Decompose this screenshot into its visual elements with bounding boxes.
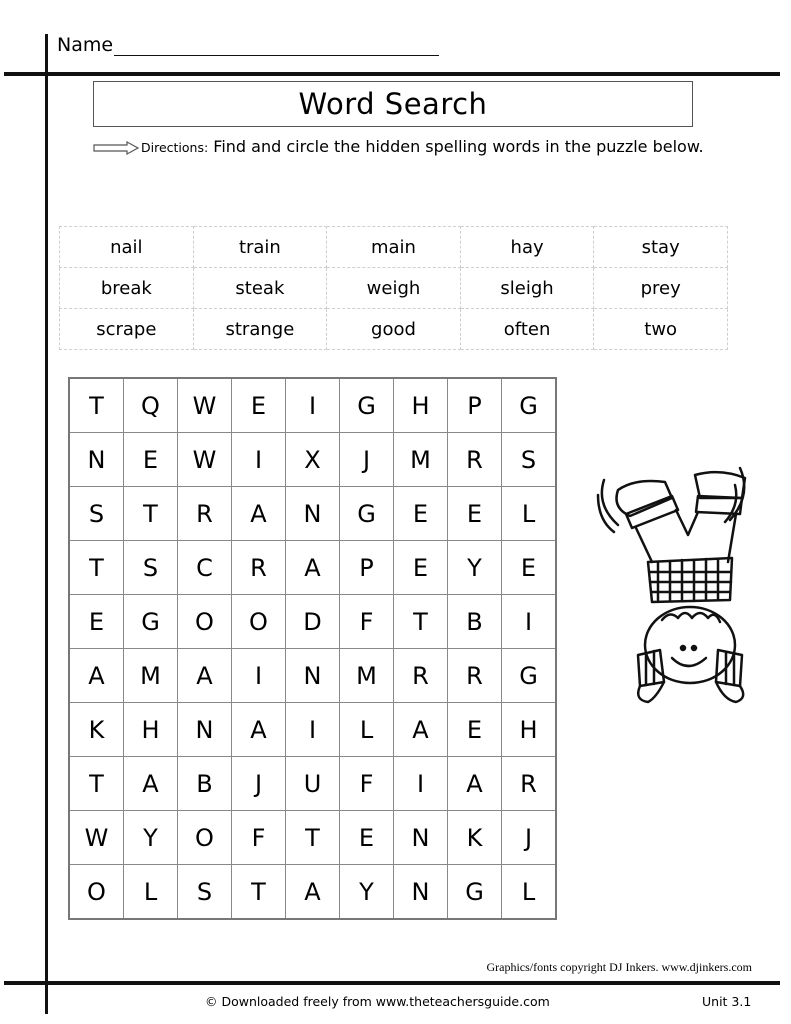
grid-row — [69, 757, 556, 811]
grid-cell[interactable]: A — [178, 649, 232, 703]
graphics-credit: Graphics/fonts copyright DJ Inkers. www.djinkers.com — [486, 960, 752, 974]
grid-cell[interactable]: O — [178, 595, 232, 649]
grid-cell[interactable]: W — [178, 378, 232, 433]
grid-cell[interactable]: E — [448, 703, 502, 757]
grid-row — [69, 865, 556, 920]
grid-cell[interactable]: Y — [340, 865, 394, 920]
name-field — [57, 34, 439, 56]
title-box — [93, 81, 693, 127]
grid-cell[interactable]: J — [232, 757, 286, 811]
grid-cell[interactable]: F — [340, 757, 394, 811]
grid-cell[interactable]: R — [448, 433, 502, 487]
grid-cell[interactable]: L — [502, 865, 557, 920]
grid-cell[interactable]: N — [286, 487, 340, 541]
grid-cell[interactable]: A — [286, 541, 340, 595]
grid-cell[interactable]: D — [286, 595, 340, 649]
word-bank-word: often — [460, 309, 594, 350]
child-handstand-illustration — [590, 450, 755, 705]
word-bank-word: nail — [60, 227, 194, 268]
grid-cell[interactable]: P — [340, 541, 394, 595]
word-bank-word: scrape — [60, 309, 194, 350]
grid-cell[interactable]: G — [340, 378, 394, 433]
grid-cell[interactable]: I — [286, 703, 340, 757]
grid-cell[interactable]: F — [232, 811, 286, 865]
grid-cell[interactable]: I — [394, 757, 448, 811]
grid-cell[interactable]: G — [502, 649, 557, 703]
grid-cell[interactable]: U — [286, 757, 340, 811]
grid-row — [69, 378, 556, 433]
grid-cell[interactable]: H — [124, 703, 178, 757]
word-bank-row — [60, 268, 728, 309]
grid-row — [69, 595, 556, 649]
word-bank-word: hay — [460, 227, 594, 268]
grid-cell[interactable]: J — [502, 811, 557, 865]
grid-cell[interactable]: B — [448, 595, 502, 649]
grid-cell[interactable]: T — [124, 487, 178, 541]
directions-text: Find and circle the hidden spelling words in the puzzle below. — [213, 137, 704, 156]
grid-cell[interactable]: T — [394, 595, 448, 649]
grid-cell[interactable]: W — [69, 811, 124, 865]
word-bank-word: prey — [594, 268, 728, 309]
grid-cell[interactable]: A — [69, 649, 124, 703]
grid-cell[interactable]: R — [448, 649, 502, 703]
grid-cell[interactable]: Y — [448, 541, 502, 595]
grid-cell[interactable]: I — [232, 433, 286, 487]
word-bank-word: steak — [193, 268, 327, 309]
unit-label: Unit 3.1 — [702, 994, 752, 1009]
grid-cell[interactable]: A — [286, 865, 340, 920]
grid-cell[interactable]: L — [340, 703, 394, 757]
grid-cell[interactable]: E — [394, 487, 448, 541]
name-label: Name — [57, 34, 114, 56]
grid-cell[interactable]: S — [178, 865, 232, 920]
margin-vertical-rule — [45, 34, 48, 1014]
grid-cell[interactable]: I — [232, 649, 286, 703]
grid-cell[interactable]: H — [502, 703, 557, 757]
footer-horizontal-rule — [4, 981, 780, 985]
grid-cell[interactable]: E — [340, 811, 394, 865]
word-search-grid — [68, 377, 557, 920]
grid-cell[interactable]: O — [69, 865, 124, 920]
grid-cell[interactable]: T — [69, 541, 124, 595]
grid-cell[interactable]: T — [69, 378, 124, 433]
grid-cell[interactable]: J — [340, 433, 394, 487]
grid-cell[interactable]: M — [340, 649, 394, 703]
grid-cell[interactable]: O — [232, 595, 286, 649]
download-credit: © Downloaded freely from www.theteachersguide.com — [205, 994, 550, 1009]
grid-cell[interactable]: S — [124, 541, 178, 595]
word-bank — [59, 226, 728, 350]
grid-cell[interactable]: K — [69, 703, 124, 757]
grid-cell[interactable]: F — [340, 595, 394, 649]
grid-cell[interactable]: L — [502, 487, 557, 541]
directions-label: Directions: — [141, 140, 209, 155]
arrow-right-icon — [93, 141, 139, 155]
grid-row — [69, 703, 556, 757]
page-title: Word Search — [298, 87, 488, 121]
word-bank-word: break — [60, 268, 194, 309]
grid-cell[interactable]: G — [124, 595, 178, 649]
word-bank-row — [60, 227, 728, 268]
word-bank-word: two — [594, 309, 728, 350]
grid-cell[interactable]: N — [178, 703, 232, 757]
grid-cell[interactable]: E — [502, 541, 557, 595]
grid-row — [69, 649, 556, 703]
grid-cell[interactable]: G — [448, 865, 502, 920]
grid-cell[interactable]: G — [502, 378, 557, 433]
grid-cell[interactable]: N — [286, 649, 340, 703]
grid-cell[interactable]: E — [232, 378, 286, 433]
grid-row — [69, 811, 556, 865]
grid-cell[interactable]: N — [394, 865, 448, 920]
word-bank-word: train — [193, 227, 327, 268]
grid-cell[interactable]: T — [69, 757, 124, 811]
word-bank-word: sleigh — [460, 268, 594, 309]
grid-cell[interactable]: P — [448, 378, 502, 433]
grid-cell[interactable]: A — [232, 487, 286, 541]
grid-cell[interactable]: W — [178, 433, 232, 487]
grid-cell[interactable]: K — [448, 811, 502, 865]
word-bank-word: strange — [193, 309, 327, 350]
header-horizontal-rule — [4, 72, 780, 76]
grid-cell[interactable]: T — [232, 865, 286, 920]
word-bank-row — [60, 309, 728, 350]
grid-cell[interactable]: A — [394, 703, 448, 757]
grid-cell[interactable]: S — [502, 433, 557, 487]
grid-cell[interactable]: G — [340, 487, 394, 541]
grid-cell[interactable]: L — [124, 865, 178, 920]
grid-cell[interactable]: B — [178, 757, 232, 811]
grid-cell[interactable]: A — [124, 757, 178, 811]
grid-cell[interactable]: N — [394, 811, 448, 865]
grid-cell[interactable]: C — [178, 541, 232, 595]
grid-cell[interactable]: R — [394, 649, 448, 703]
grid-cell[interactable]: R — [502, 757, 557, 811]
grid-row — [69, 541, 556, 595]
grid-cell[interactable]: H — [394, 378, 448, 433]
grid-cell[interactable]: R — [232, 541, 286, 595]
grid-cell[interactable]: I — [502, 595, 557, 649]
word-bank-word: weigh — [327, 268, 461, 309]
grid-row — [69, 487, 556, 541]
name-blank-line[interactable] — [114, 35, 439, 56]
grid-cell[interactable]: Q — [124, 378, 178, 433]
grid-cell[interactable]: A — [448, 757, 502, 811]
grid-cell[interactable]: A — [232, 703, 286, 757]
grid-row — [69, 433, 556, 487]
grid-cell[interactable]: E — [69, 595, 124, 649]
directions — [93, 134, 713, 161]
grid-cell[interactable]: X — [286, 433, 340, 487]
grid-cell[interactable]: N — [69, 433, 124, 487]
grid-cell[interactable]: E — [394, 541, 448, 595]
word-bank-word: stay — [594, 227, 728, 268]
word-bank-word: good — [327, 309, 461, 350]
grid-cell[interactable]: I — [286, 378, 340, 433]
grid-cell[interactable]: O — [178, 811, 232, 865]
grid-cell[interactable]: T — [286, 811, 340, 865]
word-bank-word: main — [327, 227, 461, 268]
grid-cell[interactable]: M — [394, 433, 448, 487]
grid-cell[interactable]: Y — [124, 811, 178, 865]
grid-cell[interactable]: M — [124, 649, 178, 703]
grid-cell[interactable]: S — [69, 487, 124, 541]
grid-cell[interactable]: E — [124, 433, 178, 487]
grid-cell[interactable]: R — [178, 487, 232, 541]
grid-cell[interactable]: E — [448, 487, 502, 541]
